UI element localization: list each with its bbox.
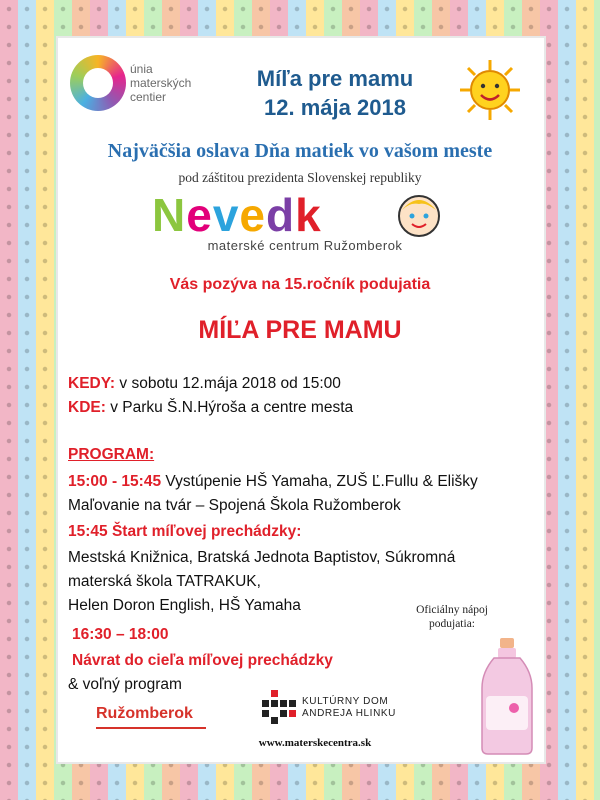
program-block1-line2: Maľovanie na tvár – Spojená Škola Ružomberok — [68, 497, 401, 514]
nevedko-letter: N — [152, 189, 187, 241]
poster-date: 12. mája 2018 — [264, 95, 406, 120]
program-block2-line: Helen Doron English, HŠ Yamaha — [68, 597, 301, 614]
program-heading: PROGRAM: — [68, 446, 155, 463]
water-bottle-icon — [472, 638, 542, 756]
program-block3-heading: Návrat do cieľa míľovej prechádzky — [72, 652, 333, 669]
cultural-house-logo-text — [302, 696, 396, 720]
program-block2-line: Mestská Knižnica, Bratská Jednota Baptistov, Súkromná — [68, 549, 456, 566]
swirl-logo-icon — [70, 55, 126, 111]
official-drink-label — [398, 603, 506, 631]
event-title: MÍĽA PRE MAMU — [198, 316, 402, 344]
nevedko-letter: k — [295, 189, 322, 241]
nevedko-letter: d — [266, 189, 296, 241]
nevedko-letter: v — [212, 189, 240, 241]
nevedko-logo — [152, 189, 452, 241]
poster-title: Míľa pre mamu — [256, 66, 414, 91]
event-subtitle: Najväčšia oslava Dňa matiek vo vašom meste — [107, 140, 493, 162]
union-of-maternity-centers-logo — [70, 55, 240, 115]
website-url: www.materskecentra.sk — [258, 737, 372, 749]
official-drink-line: podujatia: — [429, 618, 475, 630]
city-logo-underline — [96, 727, 206, 729]
program-block3-line2: & voľný program — [68, 676, 182, 693]
sun-icon — [458, 58, 522, 122]
nevedko-subtitle: materské centrum Ružomberok — [207, 238, 403, 253]
program-block2-heading: 15:45 Štart míľovej prechádzky: — [68, 523, 302, 540]
program-block1-text: Vystúpenie HŠ Yamaha, ZUŠ Ľ.Fullu & Elišky — [165, 473, 478, 490]
union-logo-line: centier — [130, 90, 167, 104]
union-logo-line: únia — [130, 62, 153, 76]
union-logo-line: materských — [130, 76, 192, 90]
program-block2-line: materská škola TATRAKUK, — [68, 573, 261, 590]
invite-text: Vás pozýva na 15.ročník podujatia — [169, 276, 431, 293]
child-face-icon — [396, 192, 442, 238]
nevedko-wordmark — [152, 189, 322, 241]
where-value: v Parku Š.N.Hýroša a centre mesta — [110, 399, 354, 416]
cultural-house-logo-icon — [262, 690, 296, 724]
when-line — [68, 375, 341, 393]
when-label: KEDY: — [68, 375, 116, 392]
nevedko-letter: e — [186, 189, 213, 241]
program-block3-time: 16:30 – 18:00 — [72, 626, 169, 643]
cultural-house-line: KULTÚRNY DOM — [302, 696, 389, 707]
city-logo: Ružomberok — [96, 705, 193, 722]
program-block1-time: 15:00 - 15:45 — [68, 473, 162, 490]
official-drink-line: Oficiálny nápoj — [416, 604, 488, 616]
when-value: v sobotu 12.mája 2018 od 15:00 — [119, 375, 341, 392]
program-block1 — [68, 473, 478, 491]
where-line — [68, 399, 353, 417]
cultural-house-line: ANDREJA HLINKU — [302, 708, 396, 719]
where-label: KDE: — [68, 399, 106, 416]
patronage-line: pod záštitou prezidenta Slovenskej republiky — [178, 170, 422, 185]
nevedko-letter: e — [239, 189, 267, 241]
